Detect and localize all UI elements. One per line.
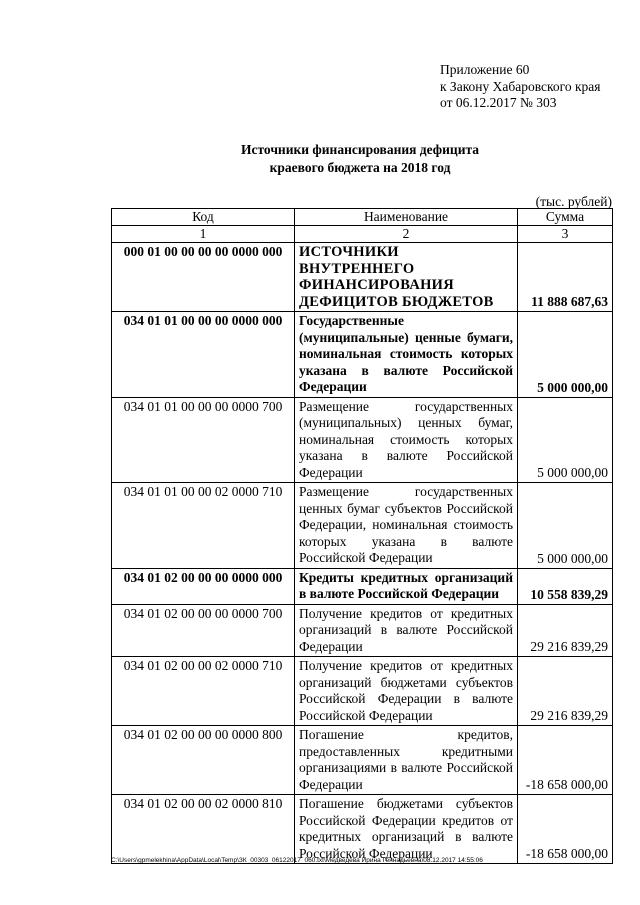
table-column-numbers-row	[112, 226, 613, 243]
row-code: 034 01 02 00 00 02 0000 810	[112, 795, 295, 864]
row-code: 034 01 01 00 00 00 0000 000	[112, 312, 295, 398]
financing-sources-table	[111, 208, 613, 864]
row-code: 034 01 01 00 00 00 0000 700	[112, 397, 295, 483]
row-code: 034 01 01 00 00 02 0000 710	[112, 483, 295, 569]
units-label: (тыс. рублей)	[535, 194, 612, 209]
appendix-line-2: к Закону Хабаровского края	[440, 78, 601, 94]
row-name: Кредиты кредитных организаций в валюте Российской Федерации	[295, 568, 518, 604]
row-sum: 5 000 000,00	[518, 312, 613, 398]
table-header-row	[112, 209, 613, 226]
row-name: Получение кредитов от кредитных организаций бюджетами субъектов Российской Федерации в валюте Российской Федерации	[295, 657, 518, 726]
table-row	[112, 243, 613, 312]
row-sum: -18 658 000,00	[518, 726, 613, 795]
row-code: 034 01 02 00 00 02 0000 710	[112, 657, 295, 726]
appendix-line-3: от 06.12.2017 № 303	[440, 95, 557, 110]
row-code: 034 01 02 00 00 00 0000 000	[112, 568, 295, 604]
row-sum: -18 658 000,00	[518, 795, 613, 864]
column-number-2: 2	[295, 226, 518, 243]
row-code: 034 01 02 00 00 00 0000 700	[112, 604, 295, 657]
row-name: Государственные (муниципальные) ценные бумаги, номинальная стоимость которых указана в валюте Российской Федерации	[295, 312, 518, 398]
table-row	[112, 657, 613, 726]
column-number-3: 3	[518, 226, 613, 243]
header-name: Наименование	[295, 209, 518, 226]
table-row	[112, 795, 613, 864]
column-number-1: 1	[112, 226, 295, 243]
table-row	[112, 726, 613, 795]
row-sum: 10 558 839,29	[518, 568, 613, 604]
row-name: Погашение кредитов, предоставленных кредитными организациями в валюте Российской Федерации	[295, 726, 518, 795]
row-sum: 5 000 000,00	[518, 397, 613, 483]
row-name: ИСТОЧНИКИ ВНУТРЕННЕГО ФИНАНСИРОВАНИЯ ДЕФИЦИТОВ БЮДЖЕТОВ	[295, 243, 518, 312]
table-row	[112, 483, 613, 569]
table-row	[112, 568, 613, 604]
row-name: Получение кредитов от кредитных организаций в валюте Российской Федерации	[295, 604, 518, 657]
title-line-1: Источники финансирования дефицита	[240, 142, 480, 157]
row-sum: 29 216 839,29	[518, 604, 613, 657]
row-sum: 11 888 687,63	[518, 243, 613, 312]
table-row	[112, 397, 613, 483]
row-code: 034 01 02 00 00 00 0000 800	[112, 726, 295, 795]
header-code: Код	[112, 209, 295, 226]
file-path-footer: C:\Users\gpmelekhina\AppData\Local\Temp\ЗК_00303_06122017_060.txt\Медведева Ирина Геннадьевна\08.12.2017 14:55:06	[111, 857, 483, 864]
appendix-line-1: Приложение 60	[440, 62, 530, 77]
row-name: Размещение государственных ценных бумаг субъектов Российской Федерации, номинальная стоимость которых указана в валюте Российской Федерации	[295, 483, 518, 569]
row-name: Погашение бюджетами субъектов Российской Федерации кредитов от кредитных организаций в валюте Российской Федерации	[295, 795, 518, 864]
row-name: Размещение государственных (муниципальных) ценных бумаг, номинальная стоимость которых указана в валюте Российской Федерации	[295, 397, 518, 483]
row-sum: 29 216 839,29	[518, 657, 613, 726]
appendix-reference	[440, 62, 601, 112]
table-row	[112, 604, 613, 657]
header-sum: Сумма	[518, 209, 613, 226]
row-code: 000 01 00 00 00 00 0000 000	[112, 243, 295, 312]
row-sum: 5 000 000,00	[518, 483, 613, 569]
document-title	[110, 141, 610, 177]
table-row	[112, 312, 613, 398]
title-line-2: краевого бюджета на 2018 год	[269, 160, 451, 175]
